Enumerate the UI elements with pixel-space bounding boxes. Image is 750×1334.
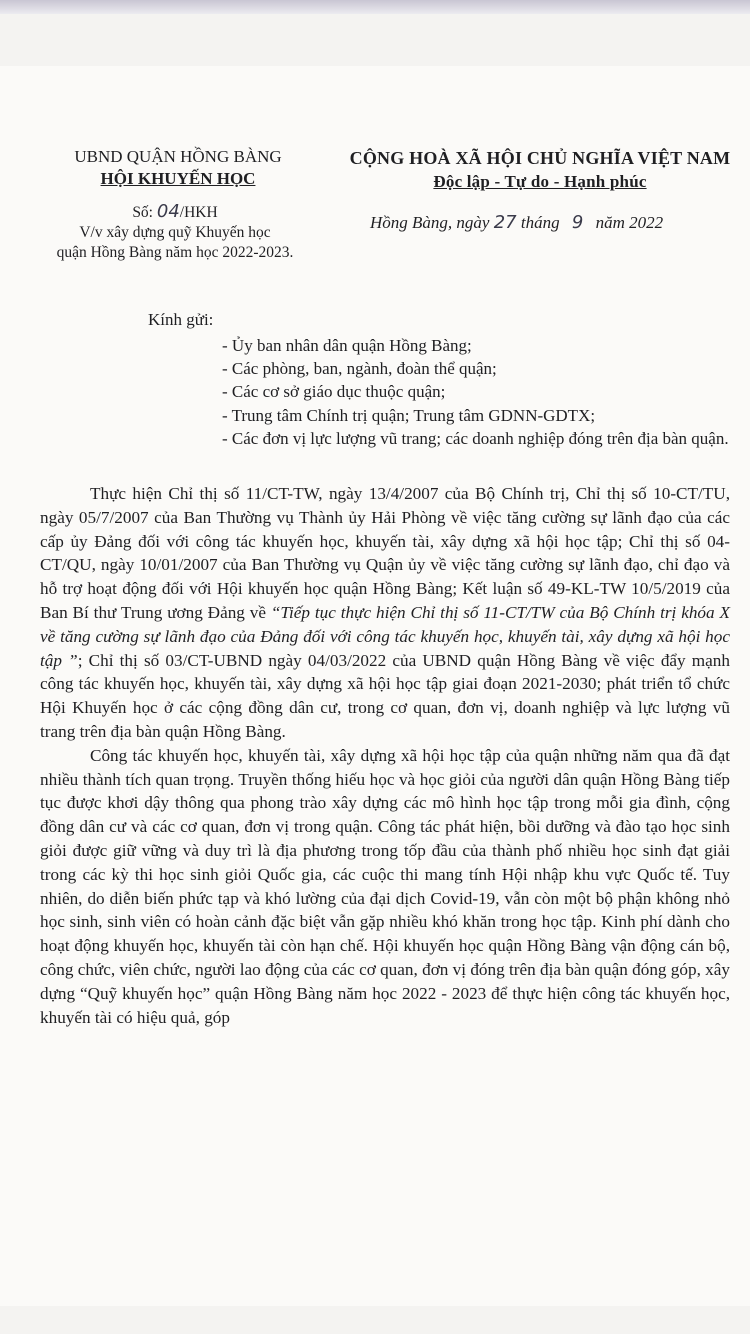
- recipient-item: - Các đơn vị lực lượng vũ trang; các doanh nghiệp đóng trên địa bàn quận.: [222, 428, 729, 448]
- paragraph-2: Công tác khuyến học, khuyến tài, xây dựng xã hội học tập của quận những năm qua đã đạt nhiều thành tích quan trọng. Truyền thống hiếu học và học giỏi của người dân quận Hồng Bàng tiếp tục được khơi dậy thông qua phong trào xây dựng các mô hình học tập trong mỗi gia đình, cộng đồng dân cư và các cơ quan, đơn vị trong quận. Công tác phát hiện, bồi dưỡng và đào tạo học sinh giỏi được giữ vững và duy trì là địa phương trong tốp đầu của thành phố nhiều học sinh đạt giải trong các kỳ thi học sinh giỏi Quốc gia, các cuộc thi mang tính Hội nhập khu vực Quốc tế. Tuy nhiên, do diễn biến phức tạp và khó lường của đại dịch Covid-19, vẫn còn một bộ phận không nhỏ học sinh, sinh viên có hoàn cảnh đặc biệt vẫn gặp nhiều khó khăn trong học tập. Kinh phí dành cho hoạt động khuyến học, khuyến tài còn hạn chế. Hội khuyến học quận Hồng Bàng vận động cán bộ, công chức, viên chức, người lao động của các cơ quan, đơn vị đóng trên địa bàn quận đóng góp, xây dựng “Quỹ khuyến học” quận Hồng Bàng năm học 2022 - 2023 để thực hiện công tác khuyến học, khuyến tài có hiệu quả, góp: [40, 745, 731, 1027]
- national-title: CỘNG HOÀ XÃ HỘI CHỦ NGHĨA VIỆT NAM: [349, 148, 731, 168]
- recipient-list: [222, 334, 730, 450]
- document-date: Hồng Bàng, ngày 27 tháng 9 năm 2022: [370, 212, 664, 233]
- greeting: Kính gửi:: [148, 310, 214, 329]
- handwritten-day: 27: [493, 212, 517, 233]
- handwritten-number: 04: [156, 201, 180, 222]
- document-body: [40, 482, 730, 1029]
- issuer-header: [48, 146, 308, 190]
- recipient-item: - Ủy ban nhân dân quận Hồng Bàng;: [222, 336, 472, 355]
- quoted-conclusion: “Tiếp tục thực hiện Chỉ thị số 11-CT/TW của Bộ Chính trị khóa X về tăng cường sự lãnh đạo của Đảng đối với công tác khuyến học, khuyến tài, xây dựng xã hội học tập ”: [40, 602, 730, 670]
- issuer-parent: UBND QUẬN HỒNG BÀNG: [74, 147, 282, 166]
- national-header: [345, 146, 735, 194]
- top-status-strip: [0, 0, 750, 14]
- recipient-item: - Các cơ sở giáo dục thuộc quận;: [222, 382, 446, 402]
- recipient-item: - Các phòng, ban, ngành, đoàn thể quận;: [222, 359, 497, 379]
- bottom-margin: [0, 1306, 750, 1334]
- subject-line-1: V/v xây dựng quỹ Khuyến học: [79, 224, 271, 241]
- document-meta: [40, 202, 310, 263]
- issuer-name: HỘI KHUYẾN HỌC: [100, 169, 256, 188]
- recipient-item: - Trung tâm Chính trị quận; Trung tâm GDNN-GDTX;: [222, 405, 596, 425]
- subject-line-2: quận Hồng Bàng năm học 2022-2023.: [56, 244, 294, 261]
- document-number: Số: 04/HKH: [132, 201, 218, 222]
- national-motto: Độc lập - Tự do - Hạnh phúc: [433, 172, 647, 191]
- handwritten-month: 9: [571, 212, 584, 233]
- paragraph-1: Thực hiện Chỉ thị số 11/CT-TW, ngày 13/4/2007 của Bộ Chính trị, Chỉ thị số 10-CT/TU, ngày 05/7/2007 của Ban Thường vụ Thành ủy Hải Phòng về việc tăng cường sự lãnh đạo của các cấp ủy Đảng đối với công tác khuyến học, khuyến tài, xây dựng xã hội học tập; Chỉ thị số 04-CT/QU, ngày 10/01/2007 của Ban Thường vụ Quận ủy về việc tăng cường sự lãnh đạo, chỉ đạo và hỗ trợ hoạt động đối với Hội khuyến học quận Hồng Bàng; Kết luận số 49-KL-TW 10/5/2019 của Ban Bí thư Trung ương Đảng về “Tiếp tục thực hiện Chỉ thị số 11-CT/TW của Bộ Chính trị khóa X về tăng cường sự lãnh đạo của Đảng đối với công tác khuyến học, khuyến tài, xây dựng xã hội học tập ”; Chỉ thị số 03/CT-UBND ngày 04/03/2022 của UBND quận Hồng Bàng về việc đẩy mạnh công tác khuyến học, khuyến tài, xây dựng xã hội học tập giai đoạn 2021-2030; phát triển tổ chức Hội Khuyến học ở các cộng đồng dân cư, trong cơ quan, đơn vị, doanh nghiệp và lực lượng vũ trang trên địa bàn quận Hồng Bàng.: [40, 484, 730, 741]
